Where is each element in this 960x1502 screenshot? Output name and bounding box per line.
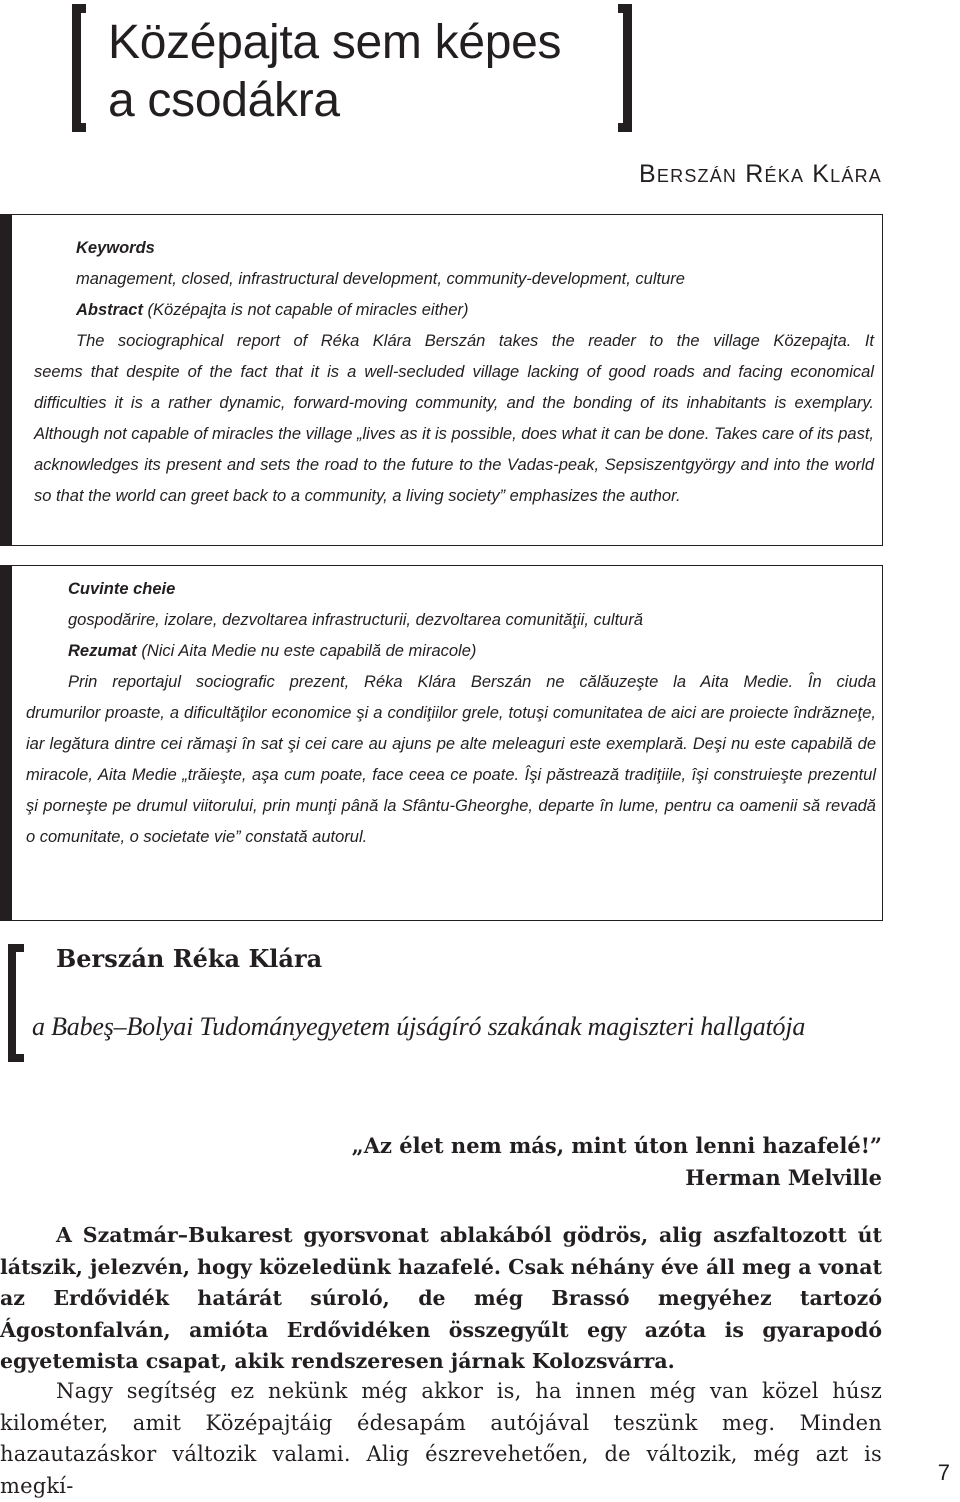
abstract-subtitle: (Középajta is not capable of miracles either) — [142, 301, 469, 319]
article-title — [108, 14, 628, 130]
motto-attribution: Herman Melville — [685, 1165, 882, 1190]
abstract-title — [26, 636, 876, 667]
title-bracket-left — [72, 4, 86, 132]
keywords-list: gospodărire, izolare, dezvoltarea infrastructurii, dezvoltarea comunităţii, cultură — [68, 611, 644, 629]
motto-quote: „Az élet nem más, mint úton lenni hazafelé!” — [351, 1133, 882, 1158]
abstract-body: seems that despite of the fact that it is a well-secluded village lacking of good roads and facing economical difficulties it is a rather dynamic, forward-moving community, and the bonding of its inhabitants is exemplary. Although not capable of miracles the village „lives as it is possible, does what it can be done. Takes care of its past, acknowledges its present and sets the road to the future to the Vadas-peak, Sepsiszentgyörgy and into the world so that the world can greet back to a community, a living society” emphasizes the author. — [34, 363, 874, 505]
abstract-subtitle: (Nici Aita Medie nu este capabilă de miracole) — [136, 642, 477, 660]
page-number: 7 — [937, 1460, 950, 1485]
lead-paragraph: A Szatmár–Bukarest gyorsvonat ablakából gödrös, alig aszfaltozott út látszik, jelezvén, hogy közeledünk hazafelé. Csak néhány éve áll meg a vonat az Erdővidék határát súroló, de még Brassó megyéhez tartozó Ágostonfalván, amióta Erdővidéken összegyűlt egy azóta is gyarapodó egyetemista csapat, akik rendszeresen járnak Kolozsvárra. — [0, 1223, 882, 1373]
author-bracket — [8, 944, 24, 1062]
author-name: Berszán Réka Klára — [56, 944, 323, 973]
abstract-english-box — [0, 214, 883, 546]
abstract-first-line: Prin reportajul sociografic prezent, Réka Klára Berszán ne călăuzeşte la Aita Medie. În ciuda — [68, 673, 876, 691]
keywords-heading: Cuvinte cheie — [68, 580, 176, 598]
abstract-english — [34, 233, 874, 512]
body-paragraph: Nagy segítség ez nekünk még akkor is, ha innen még van közel húsz kilométer, amit Középajtáig édesapám autójával teszünk meg. Minden hazautazáskor változik valami. Alig észrevehetően, de változik, még azt is megkí- — [0, 1379, 882, 1498]
author-description: a Babeş–Bolyai Tudományegyetem újságíró szakának magiszteri hallgatója — [32, 1012, 806, 1041]
abstract-title — [34, 295, 874, 326]
title-line-2: a csodákra — [108, 74, 340, 127]
keywords-heading: Keywords — [76, 239, 155, 257]
article-author: Berszán Réka Klára — [639, 160, 882, 188]
abstract-label: Abstract — [76, 301, 143, 319]
abstract-romanian-box — [0, 565, 883, 921]
motto — [352, 1130, 882, 1194]
keywords-list: management, closed, infrastructural development, community-development, culture — [76, 270, 685, 288]
abstract-label: Rezumat — [68, 642, 137, 660]
title-line-1: Középajta sem képes — [108, 16, 562, 69]
abstract-first-line: The sociographical report of Réka Klára Berszán takes the reader to the village Közepajta. It — [76, 332, 874, 350]
abstract-body: drumurilor proaste, a dificultăţilor economice şi a condiţiilor grele, totuşi comunitatea de aici are proiecte îndrăzneţe, iar legătura dintre cei rămaşi în sat şi cei care au ajuns pe alte meleaguri este exemplară. Deşi nu este capabilă de miracole, Aita Medie „trăieşte, aşa cum poate, face ceea ce poate. Îşi păstrează tradiţiile, îşi construieşte prezentul şi porneşte pe drumul viitorului, prin munţi până la Sfântu-Gheorghe, departe în lume, pentru ca oamenii să revadă o comunitate, o societate vie” constată autorul. — [26, 704, 876, 846]
abstract-romanian — [26, 574, 876, 853]
